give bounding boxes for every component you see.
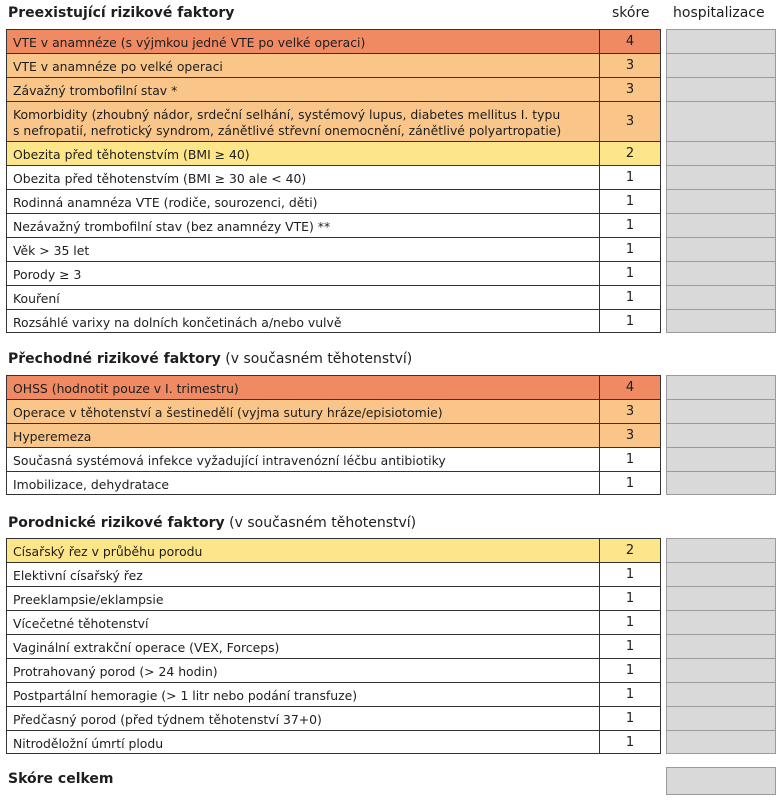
risk-factor-score: 1 [599,730,661,754]
risk-factor-label: Předčasný porod (před týdnem těhotenství 37+0) [6,706,599,730]
hospitalization-field[interactable] [666,29,776,53]
risk-factor-score: 3 [599,399,661,423]
risk-factor-label: Imobilizace, dehydratace [6,471,599,495]
risk-factor-score: 1 [599,634,661,658]
hospitalization-field[interactable] [666,399,776,423]
risk-factor-score: 1 [599,237,661,261]
risk-factor-label: Komorbidity (zhoubný nádor, srdeční selhání, systémový lupus, diabetes mellitus I. typu s nefropatií, nefrotický syndrom, zánětlivé střevní onemocnění, zánětlivé polyartropatie) [6,101,599,141]
hospitalization-field[interactable] [666,423,776,447]
hospitalization-field[interactable] [666,53,776,77]
risk-factor-score: 1 [599,471,661,495]
hospitalization-field[interactable] [666,165,776,189]
risk-factor-score: 1 [599,261,661,285]
risk-factor-label: Vaginální extrakční operace (VEX, Forceps) [6,634,599,658]
risk-factor-label: Věk > 35 let [6,237,599,261]
hospitalization-field[interactable] [666,634,776,658]
risk-factor-score: 1 [599,682,661,706]
risk-factor-label: Rodinná anamnéza VTE (rodiče, sourozenci, děti) [6,189,599,213]
risk-factor-score: 2 [599,141,661,165]
risk-factor-label: OHSS (hodnotit pouze v I. trimestru) [6,375,599,399]
risk-factor-label: Elektivní císařský řez [6,562,599,586]
risk-factor-score: 1 [599,309,661,333]
hospitalization-field[interactable] [666,285,776,309]
hospitalization-field[interactable] [666,141,776,165]
hospitalization-field[interactable] [666,309,776,333]
risk-factor-label: Postpartální hemoragie (> 1 litr nebo podání transfuze) [6,682,599,706]
risk-factor-label: Preeklampsie/eklampsie [6,586,599,610]
risk-factor-score: 1 [599,447,661,471]
risk-factor-label: Porody ≥ 3 [6,261,599,285]
hospitalization-field[interactable] [666,586,776,610]
risk-factor-score: 1 [599,285,661,309]
risk-factor-score: 3 [599,423,661,447]
risk-factor-label: Operace v těhotenství a šestinedělí (vyjma sutury hráze/episiotomie) [6,399,599,423]
hospitalization-field[interactable] [666,562,776,586]
hospitalization-field[interactable] [666,538,776,562]
hospitalization-field[interactable] [666,610,776,634]
section-title-preexisting: Preexistující rizikové faktory [8,5,235,21]
risk-factor-score: 3 [599,77,661,101]
risk-factor-label: Vícečetné těhotenství [6,610,599,634]
hospitalization-field[interactable] [666,682,776,706]
risk-factor-label: Současná systémová infekce vyžadující intravenózní léčbu antibiotiky [6,447,599,471]
hospitalization-field[interactable] [666,730,776,754]
risk-factor-label: Nezávažný trombofilní stav (bez anamnézy VTE) ** [6,213,599,237]
hospitalization-field[interactable] [666,375,776,399]
hospitalization-field[interactable] [666,447,776,471]
risk-factor-label: VTE v anamnéze (s výjmkou jedné VTE po velké operaci) [6,29,599,53]
risk-factor-score: 1 [599,658,661,682]
section-title-obstetric: Porodnické rizikové faktory (v současném těhotenství) [8,515,417,531]
hospitalization-field[interactable] [666,213,776,237]
risk-factor-score: 1 [599,213,661,237]
hospitalization-field[interactable] [666,658,776,682]
hospitalization-field[interactable] [666,471,776,495]
risk-factor-label: Závažný trombofilní stav * [6,77,599,101]
section-title-transient: Přechodné rizikové faktory (v současném těhotenství) [8,351,413,367]
hospitalization-field[interactable] [666,261,776,285]
risk-factor-score: 1 [599,562,661,586]
risk-factor-label: Protrahovaný porod (> 24 hodin) [6,658,599,682]
risk-factor-label: Hyperemeza [6,423,599,447]
hospitalization-field[interactable] [666,77,776,101]
hospitalization-field[interactable] [666,189,776,213]
hospitalization-field[interactable] [666,237,776,261]
risk-factor-score: 1 [599,706,661,730]
hospitalization-column-header: hospitalizace [673,5,765,21]
risk-factor-score: 4 [599,29,661,53]
risk-factor-score: 1 [599,610,661,634]
risk-factor-score: 4 [599,375,661,399]
risk-factor-label: VTE v anamnéze po velké operaci [6,53,599,77]
risk-factor-score: 1 [599,189,661,213]
risk-factor-label: Obezita před těhotenstvím (BMI ≥ 40) [6,141,599,165]
hospitalization-field[interactable] [666,706,776,730]
risk-factor-score: 2 [599,538,661,562]
risk-factor-label: Rozsáhlé varixy na dolních končetinách a/nebo vulvě [6,309,599,333]
score-column-header: skóre [612,5,650,21]
risk-factor-label: Kouření [6,285,599,309]
total-score-field[interactable] [666,767,776,795]
risk-factor-score: 1 [599,586,661,610]
risk-factor-label: Císařský řez v průběhu porodu [6,538,599,562]
risk-factor-score: 3 [599,101,661,141]
hospitalization-field[interactable] [666,101,776,141]
total-score-label: Skóre celkem [8,771,114,787]
risk-factor-score: 3 [599,53,661,77]
risk-factor-score: 1 [599,165,661,189]
risk-factor-label: Obezita před těhotenstvím (BMI ≥ 30 ale < 40) [6,165,599,189]
risk-factor-label: Nitroděložní úmrtí plodu [6,730,599,754]
